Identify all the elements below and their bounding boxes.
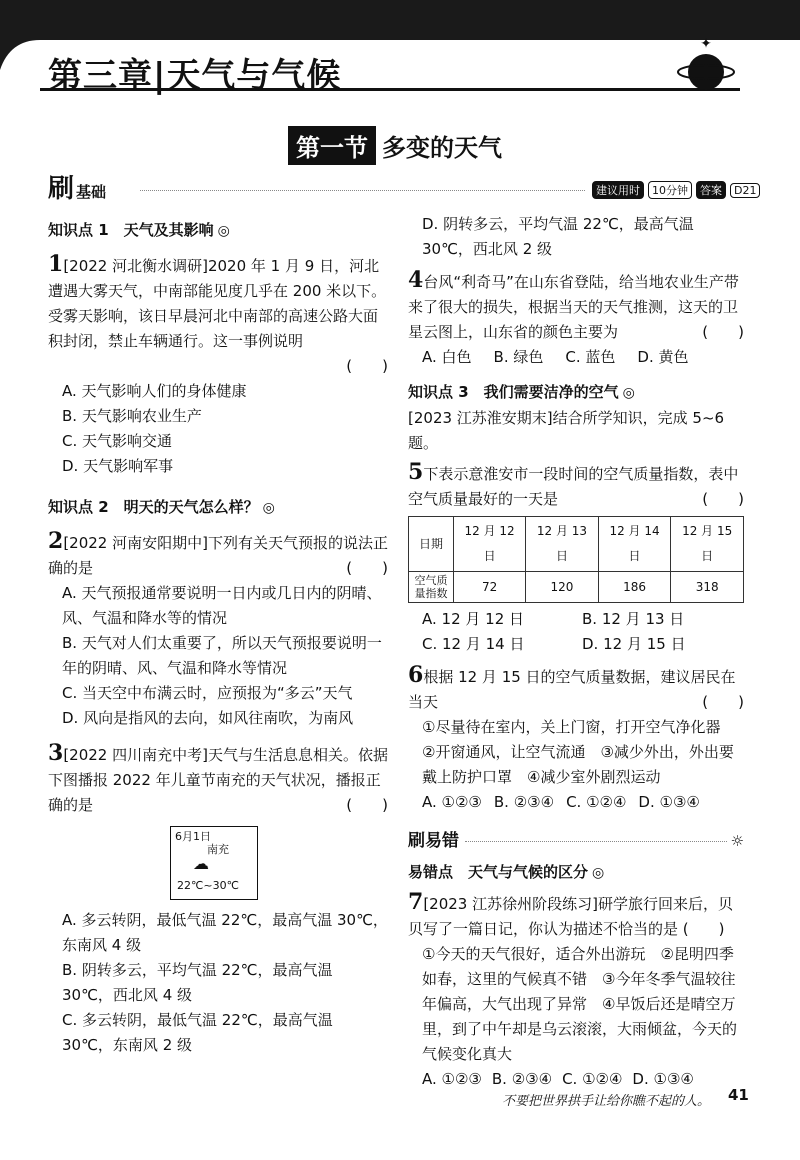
air-quality-table bbox=[408, 516, 744, 603]
q6-options: A. ①②③ B. ②③④ C. ①②④ D. ①③④ bbox=[422, 793, 700, 811]
left-column bbox=[48, 218, 388, 1058]
q3-option-a: A. 多云转阴，最低气温 22℃，最高气温 30℃，东南风 4 级 bbox=[62, 911, 388, 954]
svg-text:✦: ✦ bbox=[700, 36, 712, 52]
sun-icon: ☼ bbox=[730, 832, 744, 850]
footer-motto: 不要把世界拱手让给你瞧不起的人。 bbox=[501, 1094, 710, 1109]
question-2: 2[2022 河南安阳期中]下列有关天气预报的说法正确的是 ( ) A. 天气预报通常要说明一日内或几日内的阴晴、风、气温和降水等的情况 B. 天气对人们太重要了，所以天气预报要说明一年的阴晴、风、气温和降水等情况 C. 当天空中布满云时，应预报为“多云”天气 D. 风向是指风的去向，如风往南吹，为南风 bbox=[48, 529, 388, 731]
q6-statements: ①尽量待在室内，关上门窗，打开空气净化器 ②开窗通风，让空气流通 ③减少外出，外出要戴上防护口罩 ④减少室外剧烈运动 bbox=[422, 718, 736, 786]
error-point: 易错点 天气与气候的区分 ◎ bbox=[408, 863, 605, 881]
q3-option-c: C. 多云转阴，最低气温 22℃，最高气温 30℃，东南风 2 级 bbox=[62, 1011, 333, 1054]
q3-option-b: B. 阴转多云，平均气温 22℃，最高气温 30℃，西北风 4 级 bbox=[62, 961, 333, 1004]
target-icon: ◎ bbox=[217, 223, 230, 239]
target-icon: ◎ bbox=[622, 385, 635, 401]
q7-options: A. ①②③ B. ②③④ C. ①②④ D. ①③④ bbox=[422, 1070, 694, 1088]
q1-option-a: A. 天气影响人们的身体健康 bbox=[62, 382, 247, 400]
easy-error-header: 刷易错 ☼ bbox=[408, 829, 744, 854]
question-3: 3[2022 四川南充中考]天气与生活息息相关。依据下图播报 2022 年儿童节南充的天气状况，播报正确的是 ( ) 6月1日 南充 ☁ 22℃~30℃ A. 多云转阴，最低气温 22℃，最高气温 30℃，东南风 4 级 B. 阴转多云，平均气温 22℃，最高气温 30℃，西北风 4 级 C. 多云转阴，最低气温 22℃，最高气温 30℃，东南风 2 级 bbox=[48, 741, 388, 1058]
q1-option-c: C. 天气影响交通 bbox=[62, 432, 173, 450]
q1-option-b: B. 天气影响农业生产 bbox=[62, 407, 202, 425]
table-row: 日期 12 月 12 日 12 月 13 日 12 月 14 日 12 月 15 日 bbox=[409, 517, 744, 572]
q7-statements: ①今天的天气很好，适合外出游玩 ②昆明四季如春，这里的气候真不错 ③今年冬季气温较往年偏高，大气出现了异常 ④早饭后还是晴空万里，到了中午却是乌云滚滚，大雨倾盆，今天的气候变化真大 bbox=[422, 945, 738, 1063]
target-icon: ◎ bbox=[592, 865, 605, 881]
question-6: 6根据 12 月 15 日的空气质量数据，建议居民在当天 ( ) ①尽量待在室内，关上门窗，打开空气净化器 ②开窗通风，让空气流通 ③减少外出，外出要戴上防护口罩 ④减少室外剧烈运动 A. ①②③ B. ②③④ C. ①②④ D. ①③④ bbox=[408, 663, 744, 815]
table-row: 空气质量指数 72 120 186 318 bbox=[409, 572, 744, 603]
section-title bbox=[288, 128, 502, 162]
q3-option-d: D. 阴转多云，平均气温 22℃，最高气温 30℃，西北风 2 级 bbox=[422, 215, 694, 258]
q2-option-c: C. 当天空中布满云时，应预报为“多云”天气 bbox=[62, 684, 353, 702]
target-icon: ◎ bbox=[262, 500, 275, 516]
section-number: 第一节 bbox=[288, 126, 376, 165]
weather-card: 6月1日 南充 ☁ 22℃~30℃ bbox=[170, 826, 258, 900]
time-badge: 建议用时 10分钟 答案 D21 bbox=[592, 181, 760, 199]
q2-option-d: D. 风向是指风的去向，如风往南吹，为南风 bbox=[62, 709, 354, 727]
question-5: 5下表示意淮安市一段时间的空气质量指数，表中空气质量最好的一天是 ( ) 日期 12 月 12 日 12 月 13 日 12 月 14 日 12 月 15 日 空气质量指数 72 120 186 318 A. 12 月 12 日 B. 12 月 13 日 C. 12 月 14 日 D. 12 月 15 日 bbox=[408, 459, 744, 653]
question-4: 4台风“利奇马”在山东省登陆，给当地农业生产带来了很大的损失，根据当天的天气推测，这天的卫星云图上，山东省的颜色主要为 ( ) A. 白色 B. 绿色 C. 蓝色 D. 黄色 bbox=[408, 268, 744, 370]
knowledge-point-1: 知识点 1 天气及其影响 ◎ bbox=[48, 221, 230, 239]
page-number: 41 bbox=[728, 1086, 749, 1104]
question-7: 7[2023 江苏徐州阶段练习]研学旅行回来后，贝贝写了一篇日记，你认为描述不恰当的是 ( ) ①今天的天气很好，适合外出游玩 ②昆明四季如春，这里的气候真不错 ③今年冬季气温较往年偏高，大气出现了异常 ④早饭后还是晴空万里，到了中午却是乌云滚滚，大雨倾盆，今天的气候变化真大 A. ①②③ B. ②③④ C. ①②④ D. ①③④ bbox=[408, 890, 744, 1092]
practice-divider bbox=[140, 190, 585, 191]
q2-option-a: A. 天气预报通常要说明一日内或几日内的阴晴、风、气温和降水等的情况 bbox=[62, 584, 382, 627]
intro-5-6: [2023 江苏淮安期末]结合所学知识，完成 5~6 题。 bbox=[408, 409, 725, 452]
cloudy-icon: ☁ bbox=[193, 854, 209, 873]
practice-basic-label: 刷基础 bbox=[48, 174, 107, 204]
question-1: 1[2022 河北衡水调研]2020 年 1 月 9 日，河北遭遇大雾天气，中南部能见度几乎在 200 米以下。受雾天影响，该日早晨河北中南部的高速公路大面积封闭，禁止车辆通行。这一事例说明 ( ) A. 天气影响人们的身体健康 B. 天气影响农业生产 C. 天气影响交通 D. 天气影响军事 bbox=[48, 252, 388, 479]
knowledge-point-3: 知识点 3 我们需要洁净的空气 ◎ bbox=[408, 383, 635, 401]
knowledge-point-2: 知识点 2 明天的天气怎么样？ ◎ bbox=[48, 498, 275, 516]
q4-options: A. 白色 B. 绿色 C. 蓝色 D. 黄色 bbox=[422, 348, 689, 366]
chapter-title: 第三章|天气与气候 bbox=[48, 56, 342, 96]
section-name: 多变的天气 bbox=[382, 133, 502, 162]
right-column bbox=[408, 212, 744, 1092]
q2-option-b: B. 天气对人们太重要了，所以天气预报要说明一年的阴晴、风、气温和降水等情况 bbox=[62, 634, 382, 677]
q1-option-d: D. 天气影响军事 bbox=[62, 457, 174, 475]
